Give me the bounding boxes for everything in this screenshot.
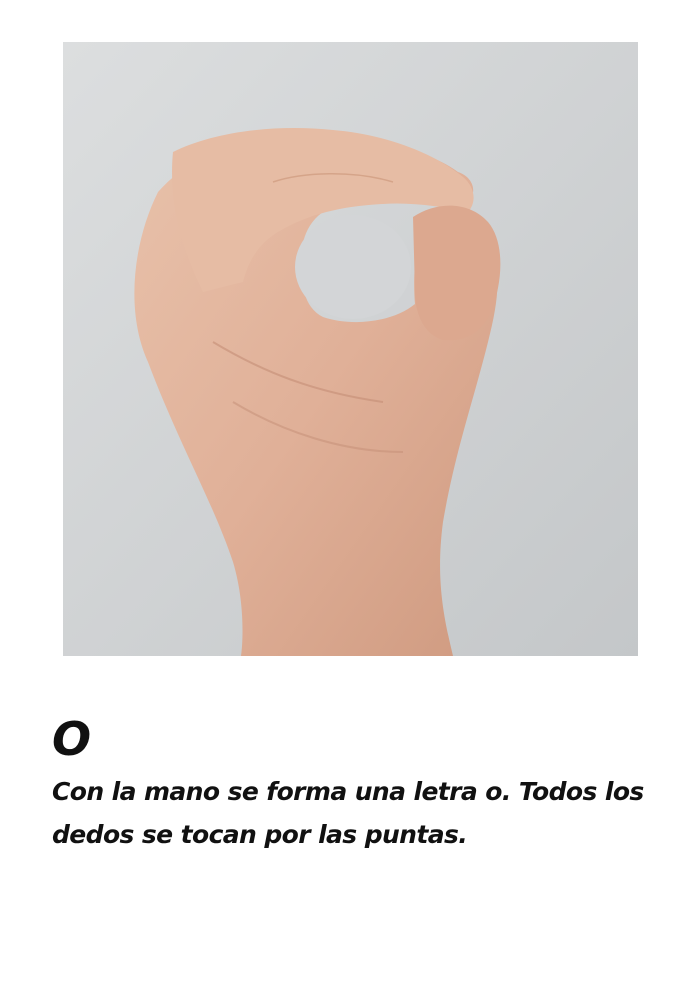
sign-letter: O [52, 712, 92, 766]
caption [52, 712, 662, 856]
hand-sign-photo [63, 42, 638, 656]
finger-circle-opening [295, 215, 411, 319]
sign-description: Con la mano se forma una letra o. Todos los dedos se tocan por las puntas. [52, 777, 644, 849]
hand-o-illustration [63, 42, 638, 656]
